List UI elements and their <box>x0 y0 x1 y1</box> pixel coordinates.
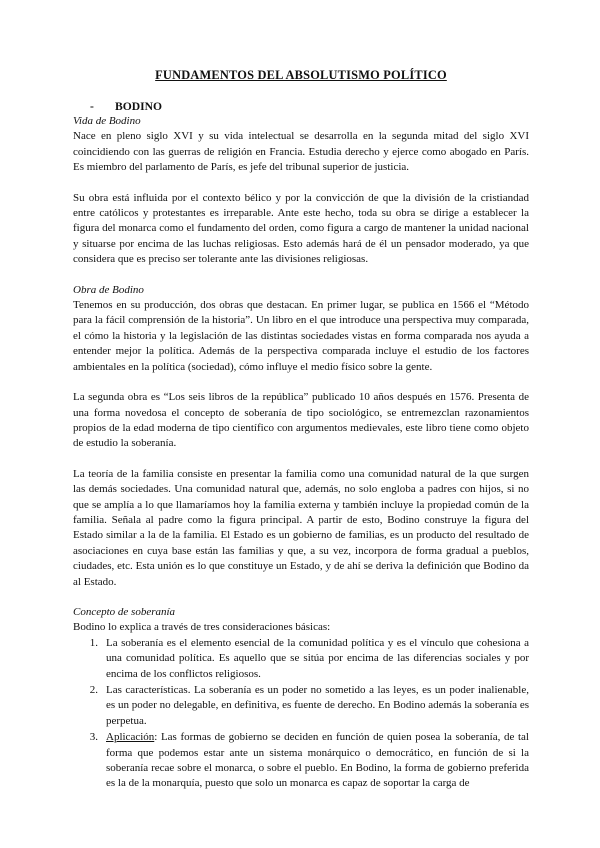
list-number: 1. <box>89 636 98 649</box>
paragraph-obra-2: La segunda obra es “Los seis libros de la república” publicado 10 años después en 1576. Presenta de una forma novedosa el concepto de soberanía de tipo sociológico, se entremezclan razonamientos propios de la edad moderna de tipo científico con argumentos medievales, este libro tiene como objeto de estudio la soberanía. <box>73 391 529 450</box>
paragraph-obra-1: Tenemos en su producción, dos obras que destacan. En primer lugar, se publica en 1566 el “Método para la fácil comprensión de la historia”. Un libro en el que introduce una perspectiva muy comparada, el cómo la historia y la legislación de las distintas sociedades vistas en forma comparada nos ayuda a entender mejor la política. Además de la perspectiva comparada incluye el estudio de los factores ambientales en la política (sociedad), cómo influye el medio físico sobre la gente. <box>73 299 529 373</box>
paragraph-soberania-intro: Bodino lo explica a través de tres consideraciones básicas: <box>73 621 331 634</box>
list-text: La soberanía es el elemento esencial de la comunidad política y es el vínculo que cohesiona a una comunidad política. Es aquello que se sitúa por encima de las diferencias sociales y por encima de los conflictos religiosos. <box>106 636 529 680</box>
list-label-underlined: Aplicación <box>106 731 155 744</box>
soberania-list <box>73 636 529 792</box>
subheading-obra: Obra de Bodino <box>73 283 144 296</box>
section-heading-bodino <box>73 100 529 113</box>
list-text-container <box>106 730 529 792</box>
list-item <box>73 636 529 682</box>
list-item <box>73 730 529 792</box>
paragraph-vida-2: Su obra está influida por el contexto bélico y por la convicción de que la división de la cristiandad entre católicos y protestantes es irreparable. Ante este hecho, toda su obra se dirige a establecer la figura del monarca como el fundamento del orden, como figura a cargo de mantener la unidad nacional y situarse por encima de las luchas religiosas. Esto además hará de él un pensador moderado, ya que considera que es preciso ser tolerante ante las divisiones religiosas. <box>73 191 529 266</box>
list-number: 2. <box>89 684 98 696</box>
list-number: 3. <box>89 731 98 744</box>
document-title: FUNDAMENTOS DEL ABSOLUTISMO POLÍTICO <box>155 68 447 82</box>
subheading-soberania: Concepto de soberanía <box>73 605 176 618</box>
document-page <box>73 68 529 793</box>
paragraph-vida-1: Nace en pleno siglo XVI y su vida intelectual se desarrolla en la segunda mitad del siglo XVI coincidiendo con las guerras de religión en Francia. Estudia derecho y ejerce como abogado en París. Es miembro del parlamento de París, es jefe del tribunal superior de justicia. <box>73 130 529 174</box>
list-item <box>73 683 529 729</box>
bullet-dash: - <box>90 100 94 113</box>
subheading-vida: Vida de Bodino <box>73 115 141 127</box>
list-text: Las características. La soberanía es un poder no sometido a las leyes, es un poder inalienable, es un poder no delegable, en definitiva, es fuente de derecho. En Bodino además la soberanía es perpetua. <box>106 684 529 727</box>
list-text: : Las formas de gobierno se deciden en función de quien posea la soberanía, de tal forma que podemos estar ante un sistema monárquico o democrático, en función de si la soberanía recae sobre el monarca, o sobre el pueblo. En Bodino, la forma de gobierno preferida es la de la monarquía, puesto que solo un monarca es capaz de soportar la carga de <box>106 731 529 790</box>
paragraph-obra-3: La teoría de la familia consiste en presentar la familia como una comunidad natural de la que surgen las demás sociedades. Una comunidad natural que, además, no solo engloba a padres con hijos, si no que se amplía a lo que llamaríamos hoy la familia externa y también incluye la propiedad común de la familia. Señala al padre como la figura principal. A partir de esto, Bodino construye la figura del Estado similar a la de la familia. El Estado es un gobierno de familias, es un producto del resultado de asociaciones en cuya base están las familias y que, a su vez, incorpora de forma gradual a pueblos, ciudades, etc. Esta unión es lo que constituye un Estado, y de ahí se deriva la definición que Bodino da al Estado. <box>73 467 529 588</box>
section-heading-text: BODINO <box>115 100 163 113</box>
